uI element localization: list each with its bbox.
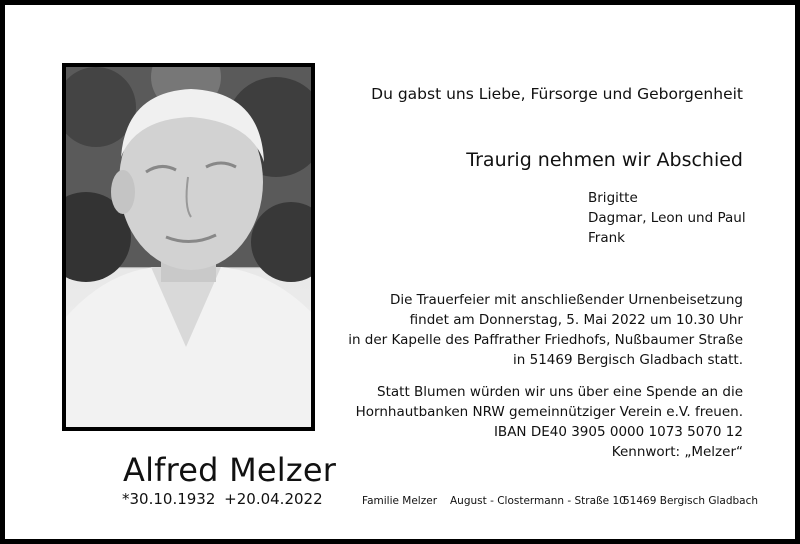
footer-family: Familie Melzer	[362, 495, 438, 507]
portrait-photo	[62, 63, 315, 431]
death-date: +20.04.2022	[224, 490, 323, 508]
family-member: Dagmar, Leon und Paul	[588, 210, 746, 226]
motto: Du gabst uns Liebe, Fürsorge und Geborgenheit	[371, 85, 743, 103]
donation-line: IBAN DE40 3905 0000 1073 5070 12	[493, 424, 743, 440]
funeral-line: findet am Donnerstag, 5. Mai 2022 um 10.30 Uhr	[409, 312, 743, 328]
family-member: Brigitte	[588, 190, 638, 206]
funeral-notice	[348, 290, 743, 370]
family-list	[588, 188, 746, 248]
life-dates	[122, 490, 323, 508]
donation-line: Statt Blumen würden wir uns über eine Spende an die	[377, 384, 743, 400]
farewell-heading: Traurig nehmen wir Abschied	[466, 149, 743, 171]
deceased-name: Alfred Melzer	[123, 451, 337, 489]
footer-city: 51469 Bergisch Gladbach	[623, 495, 759, 507]
funeral-line: Die Trauerfeier mit anschließender Urnenbeisetzung	[389, 292, 743, 308]
footer-street: August - Clostermann - Straße 10	[450, 495, 626, 507]
family-member: Frank	[588, 230, 625, 246]
donation-line: Kennwort: „Melzer“	[611, 444, 743, 460]
funeral-line: in 51469 Bergisch Gladbach statt.	[513, 352, 743, 368]
funeral-line: in der Kapelle des Paffrather Friedhofs, Nußbaumer Straße	[348, 332, 743, 348]
birth-date: *30.10.1932	[122, 490, 216, 508]
donation-notice	[356, 382, 743, 462]
obituary-card	[5, 5, 795, 539]
donation-line: Hornhautbanken NRW gemeinnütziger Verein e.V. freuen.	[355, 404, 743, 420]
